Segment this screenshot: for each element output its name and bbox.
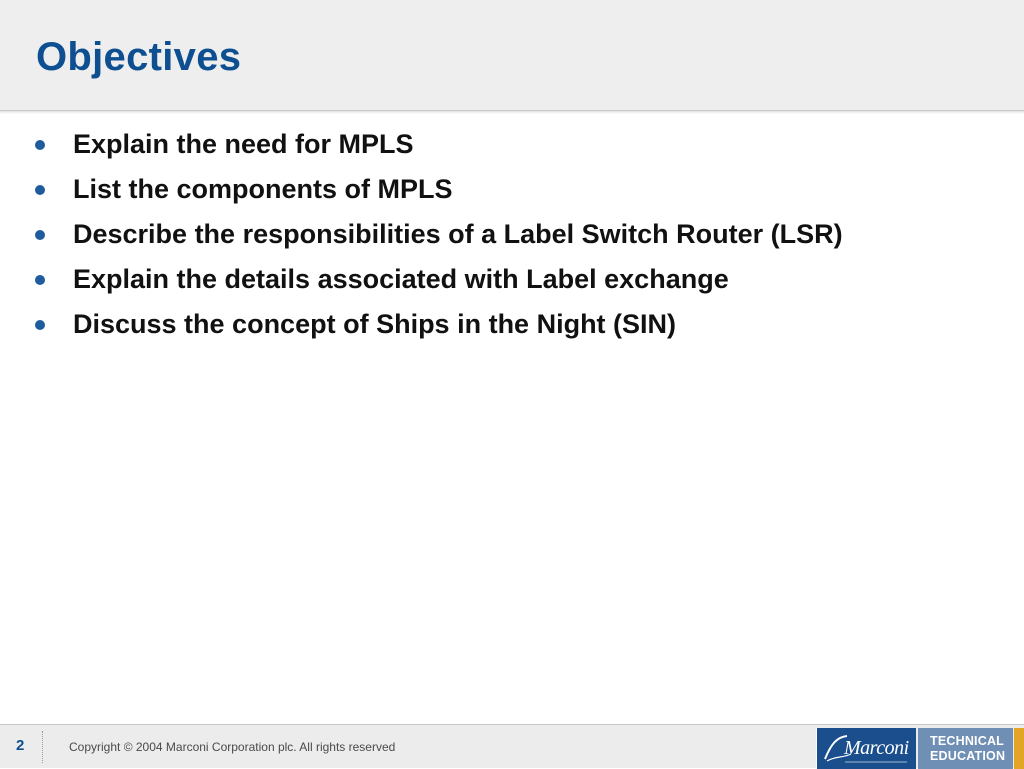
page-title: Objectives bbox=[36, 35, 242, 79]
logo-wordmark: Marconi bbox=[844, 737, 909, 759]
list-item-text: Explain the details associated with Label exchange bbox=[73, 264, 729, 294]
technical-education-badge bbox=[918, 728, 1013, 769]
slide-footer bbox=[0, 724, 1024, 768]
header-divider bbox=[0, 111, 1024, 114]
copyright-notice: Copyright © 2004 Marconi Corporation plc. All rights reserved bbox=[69, 740, 396, 754]
bullet-dot-icon bbox=[35, 320, 45, 330]
list-item-text: Explain the need for MPLS bbox=[73, 129, 414, 159]
accent-strip bbox=[1014, 728, 1024, 769]
bullet-dot-icon bbox=[35, 230, 45, 240]
list-item-text: Describe the responsibilities of a Label Switch Router (LSR) bbox=[73, 219, 843, 249]
page-number: 2 bbox=[16, 737, 25, 754]
list-item-text: Discuss the concept of Ships in the Night (SIN) bbox=[73, 309, 677, 339]
bullet-dot-icon bbox=[35, 140, 45, 150]
footer-divider bbox=[42, 731, 43, 763]
badge-line-technical: TECHNICAL bbox=[930, 734, 1005, 748]
marconi-logo bbox=[816, 728, 916, 769]
badge-line-education: EDUCATION bbox=[930, 749, 1006, 763]
bullet-dot-icon bbox=[35, 275, 45, 285]
list-item-text: List the components of MPLS bbox=[73, 174, 453, 204]
bullet-dot-icon bbox=[35, 185, 45, 195]
slide-header bbox=[0, 0, 1024, 111]
